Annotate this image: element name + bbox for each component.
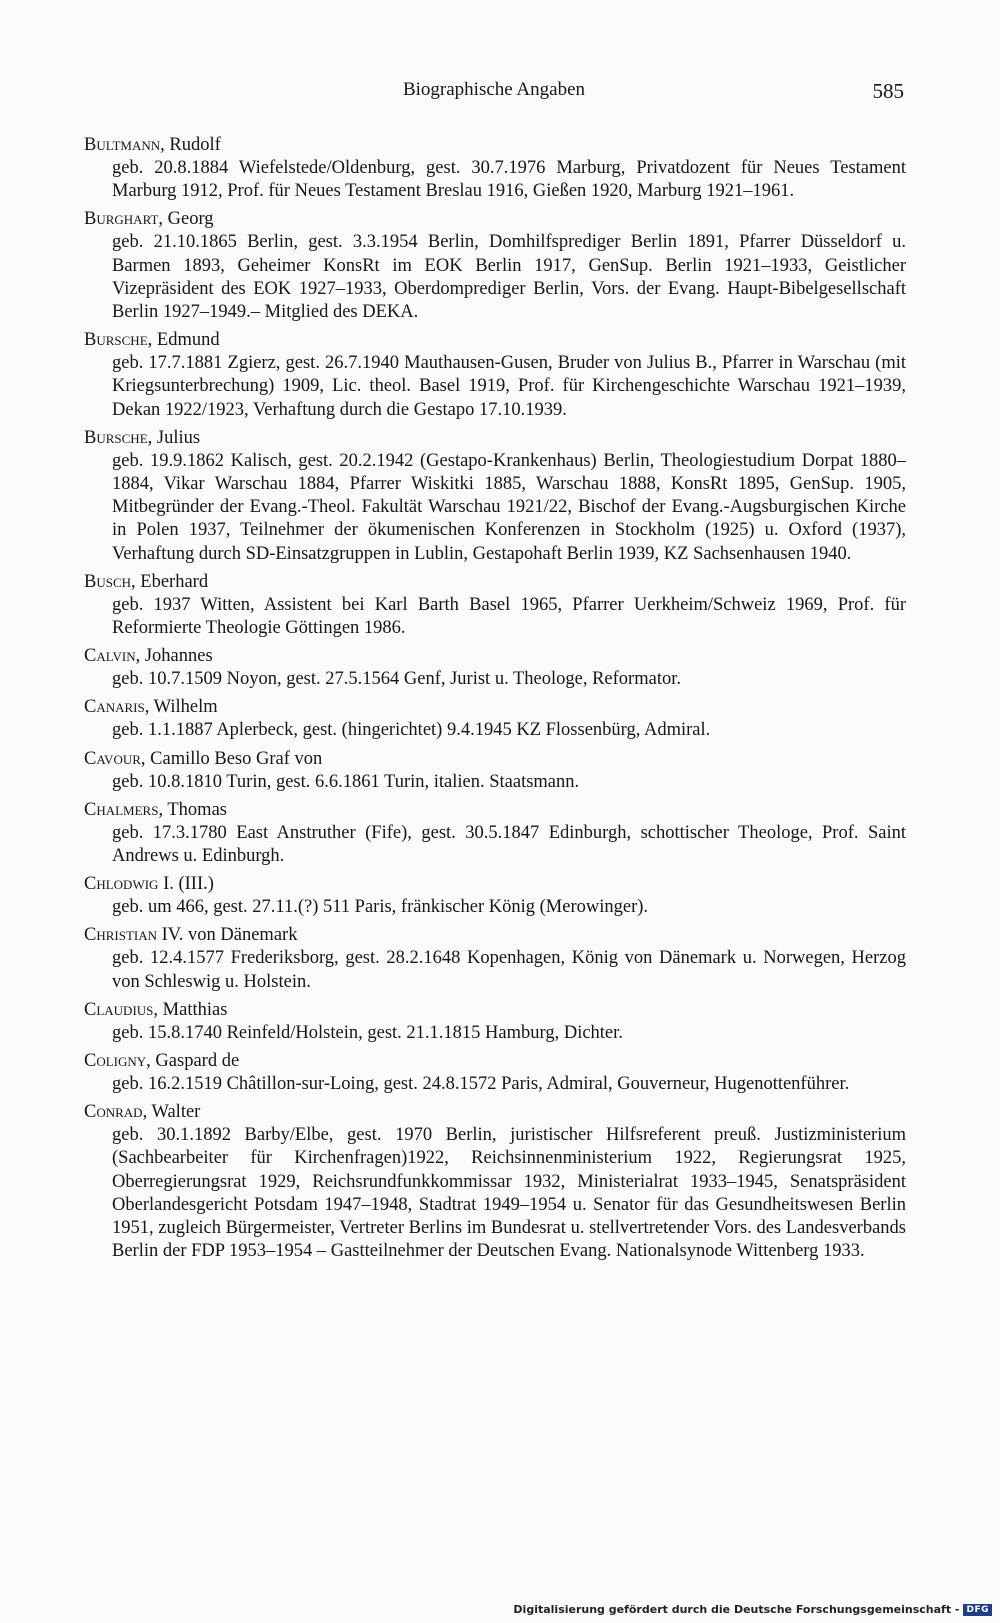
- entry-surname: Busch: [84, 571, 132, 592]
- entry-bursche-edmund: [84, 328, 906, 422]
- entry-name: [84, 1049, 906, 1073]
- entry-given-name: , Julius: [147, 427, 201, 448]
- entry-name: [84, 570, 906, 594]
- entry-name: [84, 923, 906, 947]
- entry-surname: Burghart: [84, 209, 159, 230]
- entry-name: [84, 133, 906, 157]
- entry-given-name: , Wilhelm: [144, 697, 218, 718]
- entry-chlodwig: [84, 872, 906, 919]
- entry-name: [84, 1100, 906, 1124]
- entry-surname: Bultmann: [84, 135, 161, 155]
- entry-chalmers: [84, 798, 906, 868]
- entry-name: [84, 998, 906, 1022]
- entry-surname: Bursche: [84, 330, 148, 351]
- credit-text: Digitalisierung gefördert durch die Deutsche Forschungsgemeinschaft -: [513, 1603, 960, 1616]
- entry-text: geb. 12.4.1577 Frederiksborg, gest. 28.2.1648 Kopenhagen, König von Dänemark u. Norwegen, Herzog von Schleswig u. Holstein.: [112, 948, 906, 992]
- biography-list: [84, 133, 906, 1268]
- entry-surname: Coligny: [84, 1051, 147, 1072]
- page-number: 585: [872, 79, 904, 103]
- digitization-credit: [513, 1603, 992, 1616]
- entry-given-name: , Walter: [142, 1102, 201, 1123]
- entry-text: geb. 19.9.1862 Kalisch, gest. 20.2.1942 (Gestapo-Krankenhaus) Berlin, Theologiestudium Dorpat 1880–1884, Vikar Warschau 1884, Pfarrer Wiskitki 1885, Warschau 1888, KonsRt 1895, GenSup. 1905, Mitbegründer der Evang.-Theol. Fakultät Warschau 1921/22, Bischof der Evang.-Augsburgischen Kirche in Polen 1937, Teilnehmer der ökumenischen Konferenzen in Stockholm (1925) u. Oxford (1937), Verhaftung durch SD-Einsatzgruppen in Lublin, Gestapohaft Berlin 1939, KZ Sachsenhausen 1940.: [112, 450, 906, 564]
- entry-text: geb. um 466, gest. 27.11.(?) 511 Paris, fränkischer König (Merowinger).: [112, 897, 649, 918]
- entry-given-name: IV. von Dänemark: [157, 925, 298, 946]
- entry-text: geb. 17.7.1881 Zgierz, gest. 26.7.1940 Mauthausen-Gusen, Bruder von Julius B., Pfarrer in Warschau (mit Kriegsunterbrechung) 1909, Lic. theol. Basel 1919, Prof. für Kirchengeschichte Warschau 1921–1939, Dekan 1922/1923, Verhaftung durch die Gestapo 17.10.1939.: [112, 353, 906, 420]
- entry-name: [84, 426, 906, 450]
- entry-surname: Calvin: [84, 646, 136, 667]
- entry-given-name: I. (III.): [158, 874, 214, 895]
- entry-canaris: [84, 695, 906, 742]
- entry-name: [84, 207, 906, 231]
- entry-coligny: [84, 1049, 906, 1096]
- entry-name: [84, 798, 906, 822]
- entry-cavour: [84, 747, 906, 794]
- entry-name: [84, 328, 906, 352]
- entry-given-name: , Georg: [158, 209, 214, 230]
- entry-text: geb. 16.2.1519 Châtillon-sur-Loing, gest. 24.8.1572 Paris, Admiral, Gouverneur, Hugenottenführer.: [112, 1074, 850, 1095]
- entry-conrad: [84, 1100, 906, 1263]
- entry-text: geb. 17.3.1780 East Anstruther (Fife), gest. 30.5.1847 Edinburgh, schottischer Theologe, Prof. Saint Andrews u. Edinburgh.: [112, 822, 906, 867]
- entry-text: geb. 10.8.1810 Turin, gest. 6.6.1861 Turin, italien. Staatsmann.: [112, 771, 580, 792]
- entry-given-name: , Thomas: [158, 799, 227, 820]
- entry-given-name: , Matthias: [153, 999, 228, 1020]
- entry-given-name: , Edmund: [147, 330, 220, 351]
- entry-name: [84, 872, 906, 896]
- entry-given-name: , Eberhard: [131, 571, 209, 592]
- entry-surname: Claudius: [84, 999, 154, 1020]
- entry-surname: Bursche: [84, 427, 148, 448]
- entry-bursche-julius: [84, 426, 906, 566]
- entry-calvin: [84, 644, 906, 691]
- entry-name: [84, 747, 906, 771]
- entry-surname: Chlodwig: [84, 874, 159, 895]
- entry-claudius: [84, 998, 906, 1045]
- entry-given-name: , Johannes: [135, 646, 213, 667]
- running-title: Biographische Angaben: [402, 79, 586, 100]
- entry-busch: [84, 570, 906, 640]
- entry-given-name: , Rudolf: [160, 135, 221, 155]
- entry-surname: Canaris: [84, 697, 145, 718]
- entry-text: geb. 21.10.1865 Berlin, gest. 3.3.1954 Berlin, Domhilfsprediger Berlin 1891, Pfarrer Düsseldorf u. Barmen 1893, Geheimer KonsRt im EOK Berlin 1917, GenSup. Berlin 1921–1933, Geistlicher Vizepräsident des EOK 1927–1933, Oberdomprediger Berlin, Vors. der Evang. Haupt-Bibelgesellschaft Berlin 1927–1949.– Mitglied des DEKA.: [112, 232, 906, 323]
- entry-surname: Cavour: [84, 748, 141, 769]
- entry-text: geb. 15.8.1740 Reinfeld/Holstein, gest. 21.1.1815 Hamburg, Dichter.: [112, 1022, 623, 1043]
- entry-text: geb. 20.8.1884 Wiefelstede/Oldenburg, gest. 30.7.1976 Marburg, Privatdozent für Neues Testament Marburg 1912, Prof. für Neues Testament Breslau 1916, Gießen 1920, Marburg 1921–1961.: [112, 158, 906, 202]
- entry-surname: Christian: [84, 925, 158, 946]
- entry-bultmann: [84, 133, 906, 203]
- entry-given-name: , Camillo Beso Graf von: [140, 748, 323, 769]
- entry-name: [84, 644, 906, 668]
- entry-text: geb. 1937 Witten, Assistent bei Karl Barth Basel 1965, Pfarrer Uerkheim/Schweiz 1969, Prof. für Reformierte Theologie Göttingen 1986.: [112, 594, 906, 639]
- entry-christian: [84, 923, 906, 993]
- entry-surname: Chalmers: [84, 799, 159, 820]
- entry-text: geb. 10.7.1509 Noyon, gest. 27.5.1564 Genf, Jurist u. Theologe, Reformator.: [112, 669, 681, 690]
- entry-text: geb. 30.1.1892 Barby/Elbe, gest. 1970 Berlin, juristischer Hilfsreferent preuß. Justizministerium (Sachbearbeiter für Kirchenfragen)1922, Reichsinnenministerium 1922, Regierungsrat 1925, Oberregierungsrat 1929, Reichsrundfunkkommissar 1932, Ministerialrat 1933–1945, Senatspräsident Oberlandesgericht Potsdam 1947–1948, Stadtrat 1949–1954 u. Senator für das Gesundheitswesen Berlin 1951, zugleich Bürgermeister, Vertreter Berlins im Bundesrat u. stellvertretender Vors. des Landesverbands Berlin der FDP 1953–1954 – Gastteilnehmer der Deutschen Evang. Nationalsynode Wittenberg 1933.: [112, 1125, 906, 1262]
- dfg-logo-icon: DFG: [963, 1604, 992, 1616]
- entry-text: geb. 1.1.1887 Aplerbeck, gest. (hingerichtet) 9.4.1945 KZ Flossenbürg, Admiral.: [112, 720, 711, 741]
- entry-given-name: , Gaspard de: [146, 1051, 240, 1072]
- page-header: [84, 79, 904, 107]
- entry-name: [84, 695, 906, 719]
- entry-burghart: [84, 207, 906, 324]
- entry-surname: Conrad: [84, 1102, 143, 1123]
